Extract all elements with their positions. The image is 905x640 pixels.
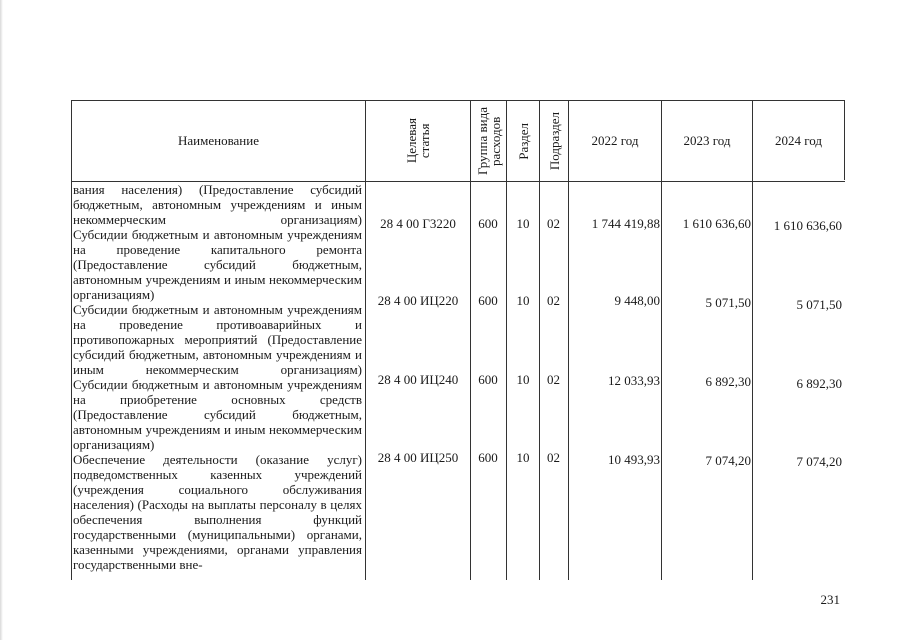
header-year-2022-text: 2022 год (591, 133, 639, 148)
expense-group-cell: 600 (478, 372, 498, 387)
header-year-2022 (569, 101, 661, 181)
target-article-cell: 28 4 00 ИЦ240 (377, 372, 459, 387)
header-expense-group (471, 101, 506, 181)
page-number: 231 (820, 592, 840, 607)
header-name-text: Наименование (178, 133, 259, 148)
section-cell: 10 (516, 372, 530, 387)
subsection-cell: 02 (547, 216, 560, 231)
header-expense-group-text: Группа вида расходов (474, 107, 503, 175)
name-paragraph: вания населения) (Предоставление субсидий бюджетным, автономным учреждениям и иным некоммерческим организациям) (73, 182, 362, 227)
header-target-article (366, 101, 470, 181)
col-border (844, 100, 845, 180)
header-subsection-text: Подраздел (546, 111, 562, 171)
header-name (72, 101, 365, 181)
amount-2022-cell: 9 448,00 (614, 293, 660, 308)
amount-2024-cell: 6 892,30 (796, 376, 842, 391)
amount-2023-cell: 6 892,30 (705, 374, 751, 389)
section-cell: 10 (516, 293, 530, 308)
header-target-article-text: Целевая статья (404, 118, 432, 164)
expense-group-cell: 600 (478, 450, 498, 465)
amount-2023-cell: 7 074,20 (705, 453, 751, 468)
header-year-2024-text: 2024 год (775, 133, 822, 148)
name-paragraph: Обеспечение деятельности (оказание услуг) подведомственных казенных учреждений (учреждения социального обслуживания населения) (Расходы на выплаты персоналу в целях обеспечения выполнения функций государственными (муниципальными) органами, казенными учреждениями, органами управления государственными вне- (73, 452, 362, 572)
name-paragraph: Субсидии бюджетным и автономным учреждениям на проведение капитального ремонта (Предоставление субсидий бюджетным, автономным учреждениям и иным некоммерческим организациям) (73, 227, 362, 302)
section-cell: 10 (516, 450, 530, 465)
target-article-cell: 28 4 00 ИЦ250 (377, 450, 459, 465)
amount-2024-cell: 5 071,50 (796, 297, 842, 312)
amount-2022-cell: 12 033,93 (608, 373, 660, 388)
header-section-text: Раздел (515, 122, 531, 160)
target-article-cell: 28 4 00 Г3220 (380, 216, 456, 231)
section-cell: 10 (516, 216, 530, 231)
amount-2024-cell: 1 610 636,60 (773, 218, 842, 233)
amount-2022-cell: 10 493,93 (608, 452, 660, 467)
amount-2023-cell: 1 610 636,60 (682, 216, 751, 231)
subsection-cell: 02 (547, 372, 560, 387)
name-paragraph: Субсидии бюджетным и автономным учреждениям на проведение противоаварийных и противопожарных мероприятий (Предоставление субсидий бюджетным, автономным учреждениям и иным некоммерческим организациям) (73, 302, 362, 377)
page-edge-shadow (0, 0, 3, 640)
expense-group-cell: 600 (478, 216, 498, 231)
amount-2023-cell: 5 071,50 (705, 295, 751, 310)
name-column (73, 182, 362, 572)
subsection-cell: 02 (547, 293, 560, 308)
amount-2024-cell: 7 074,20 (796, 454, 842, 469)
expense-group-cell: 600 (478, 293, 498, 308)
header-year-2024 (753, 101, 844, 181)
header-year-2023 (662, 101, 752, 181)
header-section (507, 101, 539, 181)
amount-2022-cell: 1 744 419,88 (591, 216, 660, 231)
target-article-cell: 28 4 00 ИЦ220 (377, 293, 459, 308)
header-subsection (540, 101, 568, 181)
name-paragraph: Субсидии бюджетным и автономным учреждениям на приобретение основных средств (Предоставление субсидий бюджетным, автономным учреждениям и иным некоммерческим организациям) (73, 377, 362, 452)
header-year-2023-text: 2023 год (683, 133, 731, 148)
subsection-cell: 02 (547, 450, 560, 465)
